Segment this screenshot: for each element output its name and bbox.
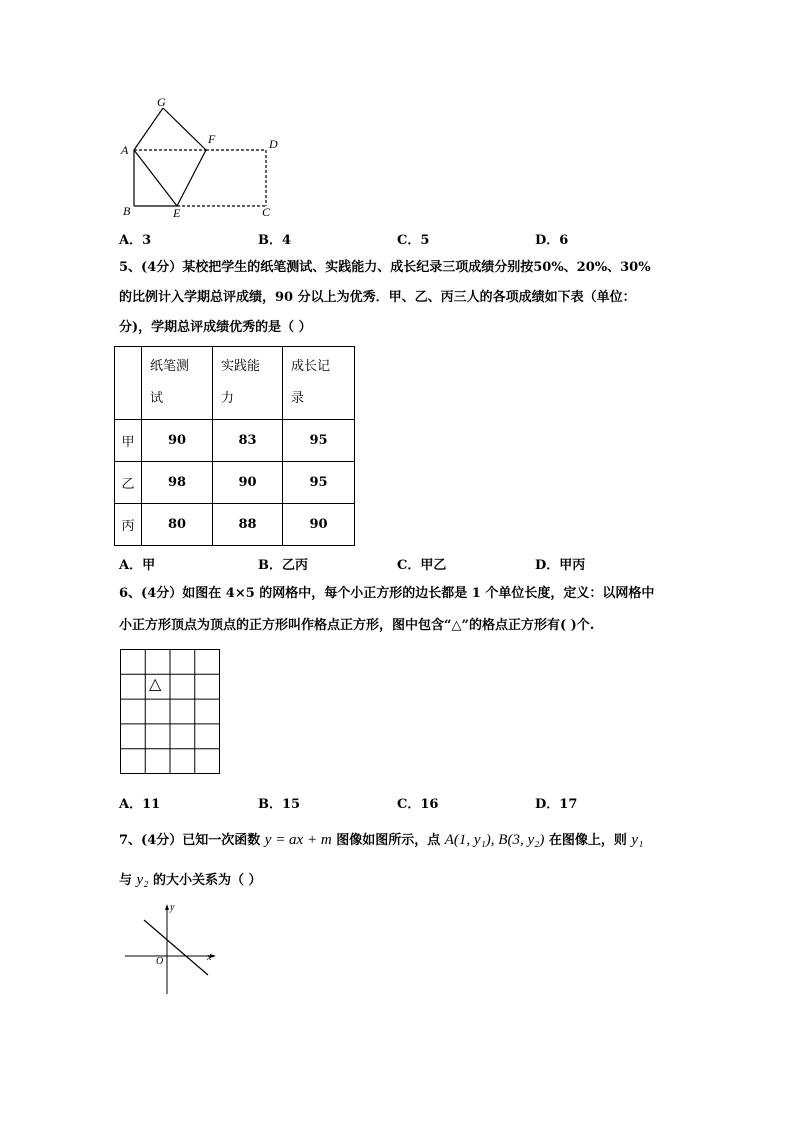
- table-cell: 98: [142, 462, 213, 504]
- q7-line2-pre: 与: [119, 873, 133, 888]
- q5-score-table: [114, 346, 355, 546]
- table-row: [115, 504, 355, 546]
- table-header-row: [115, 347, 355, 420]
- q6-stem-line1: 6、(4分）如图在 4×5 的网格中，每个小正方形的边长都是 1 个单位长度，定义：以网格中: [119, 586, 655, 601]
- point-label-g: G: [157, 95, 166, 109]
- q7-y1: y₁: [631, 832, 644, 848]
- row-label: 甲: [115, 420, 142, 462]
- q6-stem-line2: 小正方形顶点为顶点的正方形叫作格点正方形，图中包含“△”的格点正方形有( )个.: [119, 618, 595, 633]
- q4-option-a[interactable]: A．3: [119, 233, 152, 248]
- table-row: [115, 462, 355, 504]
- q6-option-a[interactable]: A．11: [119, 797, 161, 812]
- q5-option-c[interactable]: C．甲乙: [397, 558, 447, 573]
- point-label-f: F: [208, 132, 216, 146]
- header-text: 录: [291, 391, 305, 406]
- axis-label-y: y: [170, 902, 175, 913]
- table-header-cell: [283, 347, 355, 420]
- q4-option-b[interactable]: B．4: [258, 233, 292, 248]
- triangle-icon: △: [149, 674, 162, 693]
- header-text: 力: [221, 391, 235, 406]
- q7-y2: y₂: [136, 872, 149, 888]
- q7-line2-post: 的大小关系为（ ）: [152, 873, 262, 888]
- q5-option-b[interactable]: B．乙丙: [258, 558, 308, 573]
- header-text: 成长记: [291, 359, 331, 374]
- q6-option-d[interactable]: D．17: [535, 797, 578, 812]
- q5-stem-line3: 分)，学期总评成绩优秀的是（ ）: [119, 320, 312, 335]
- point-label-a: A: [121, 143, 129, 157]
- q7-stem-line2: [119, 872, 261, 889]
- q4-option-d[interactable]: D．6: [535, 233, 569, 248]
- q7-function-graph: [120, 900, 225, 998]
- q7-function: y = ax + m: [264, 832, 332, 848]
- table-header-cell: [213, 347, 283, 420]
- table-cell: 95: [283, 420, 355, 462]
- table-row: [115, 420, 355, 462]
- table-cell: 88: [213, 504, 283, 546]
- axis-label-x: x: [207, 952, 212, 963]
- table-corner-cell: [115, 347, 142, 420]
- axis-label-origin: O: [156, 956, 164, 967]
- point-label-b: B: [123, 204, 131, 218]
- q5-option-d[interactable]: D．甲丙: [535, 558, 586, 573]
- point-label-e: E: [173, 206, 181, 220]
- point-label-d: D: [269, 137, 278, 151]
- q6-option-c[interactable]: C．16: [397, 797, 439, 812]
- table-cell: 83: [213, 420, 283, 462]
- table-cell: 80: [142, 504, 213, 546]
- q6-grid-figure: [120, 649, 221, 775]
- q7-points: A(1, y₁), B(3, y₂): [444, 832, 545, 848]
- q5-stem-line1: 5、(4分）某校把学生的纸笔测试、实践能力、成长纪录三项成绩分别按50%、20%、30%: [119, 260, 651, 275]
- row-label: 丙: [115, 504, 142, 546]
- table-cell: 90: [283, 504, 355, 546]
- table-cell: 95: [283, 462, 355, 504]
- table-cell: 90: [142, 420, 213, 462]
- q7-prefix: 7、(4分）已知一次函数: [119, 833, 261, 848]
- q6-option-b[interactable]: B．15: [258, 797, 301, 812]
- table-cell: 90: [213, 462, 283, 504]
- header-text: 试: [150, 391, 164, 406]
- q4-option-c[interactable]: C．5: [397, 233, 430, 248]
- table-header-cell: [142, 347, 213, 420]
- point-label-c: C: [262, 205, 271, 219]
- row-label: 乙: [115, 462, 142, 504]
- q7-stem-line1: [119, 832, 643, 849]
- q5-option-a[interactable]: A．甲: [119, 558, 156, 573]
- q7-suffix: 在图像上，则: [548, 833, 627, 848]
- q5-stem-line2: 的比例计入学期总评成绩，90 分以上为优秀．甲、乙、丙三人的各项成绩如下表（单位：: [119, 290, 636, 305]
- q7-mid: 图像如图所示，点: [336, 833, 441, 848]
- header-text: 实践能: [221, 359, 261, 374]
- header-text: 纸笔测: [150, 359, 190, 374]
